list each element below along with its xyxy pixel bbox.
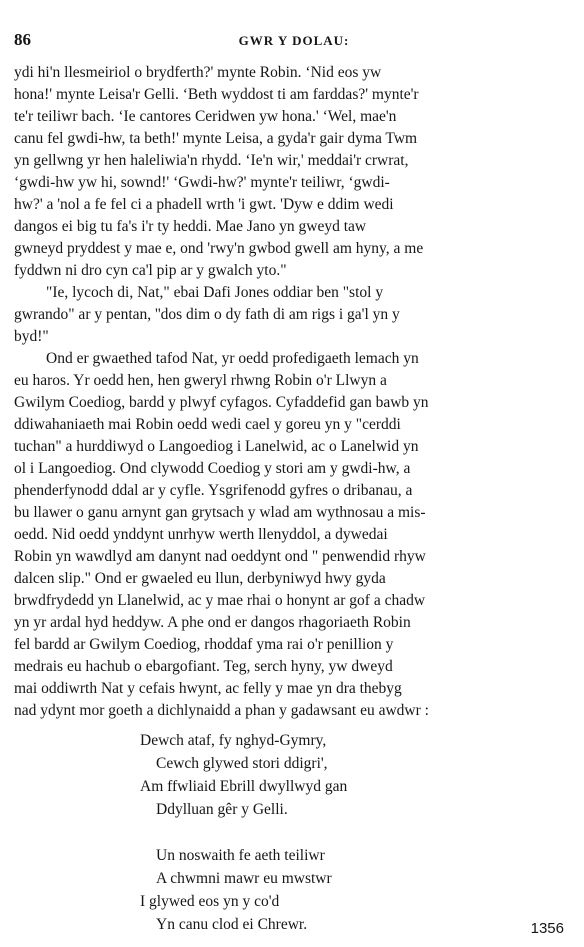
- page-number: 86: [14, 30, 31, 49]
- text-line: medrais eu hachub o ebargofiant. Teg, serch hyny, yw dweyd: [14, 658, 393, 675]
- text-line: ol i Langoediog. Ond clywodd Coediog y stori am y gwdi-hw, a: [14, 460, 411, 477]
- text-line: dangos ei big tu fa's i'r ty heddi. Mae Jano yn gweyd taw: [14, 218, 367, 235]
- text-line: canu fel gwdi-hw, ta beth!' mynte Leisa, a gyda'r gair dyma Twm: [14, 130, 418, 147]
- poem-line: Un noswaith fe aeth teiliwr: [156, 847, 325, 864]
- poem-line: Cewch glywed stori ddigri',: [156, 755, 328, 772]
- text-line: fyddwn ni dro cyn ca'l pip ar y gwalch yto.": [14, 262, 287, 279]
- text-line: nad ydynt mor goeth a dichlynaidd a phan y gadawsant eu awdwr :: [14, 702, 429, 719]
- poem-stanza: [140, 844, 540, 936]
- text-line: te'r teiliwr bach. ‘Ie cantores Ceridwen yw hona.' ‘Wel, mae'n: [14, 108, 397, 125]
- text-line: ddiwahaniaeth mai Robin oedd wedi cael y goreu yn y "cerddi: [14, 416, 401, 433]
- text-line: Robin yn wawdlyd am danynt nad oeddynt ond " penwendid rhyw: [14, 548, 426, 565]
- text-line: dalcen slip." Ond er gwaeled eu llun, derbyniwyd hwy gyda: [14, 570, 386, 587]
- text-line: brwdfrydedd yn Llanelwid, ac y mae rhai o honynt ar gof a chadw: [14, 592, 426, 609]
- text-line: ‘gwdi-hw yw hi, sownd!' ‘Gwdi-hw?' mynte'r teiliwr, ‘gwdi-: [14, 174, 390, 191]
- text-line: byd!": [14, 328, 49, 345]
- poem-line: Dewch ataf, fy nghyd-Gymry,: [140, 732, 327, 749]
- poem-line: Yn canu clod ei Chrewr.: [156, 916, 308, 933]
- poem-stanza: [140, 729, 540, 821]
- poem-line: A chwmni mawr eu mwstwr: [156, 870, 332, 887]
- text-line: oedd. Nid oedd ynddynt unrhyw werth llenyddol, a dywedai: [14, 526, 388, 543]
- scan-number: 1356: [530, 920, 564, 937]
- text-line: gwrando" ar y pentan, ''dos dim o dy fath di am rigs i ga'l yn y: [14, 306, 400, 323]
- text-line: ydi hi'n llesmeiriol o brydferth?' mynte Robin. ‘Nid eos yw: [14, 64, 382, 81]
- text-line: yn yr ardal hyd heddyw. A phe ond er dangos rhagoriaeth Robin: [14, 614, 411, 631]
- text-line: bu llawer o ganu arnynt gan grytsach y wlad am wythnosau a mis-: [14, 504, 426, 521]
- text-line: eu haros. Yr oedd hen, hen gweryl rhwng Robin o'r Llwyn a: [14, 372, 387, 389]
- text-line: gwneyd pryddest y mae e, ond 'rwy'n gwbod gwell am hyny, a me: [14, 240, 424, 257]
- text-line: hona!' mynte Leisa'r Gelli. ‘Beth wyddost ti am farddas?' mynte'r: [14, 86, 419, 103]
- prose-body: [14, 62, 584, 722]
- page-header: [14, 30, 574, 54]
- poem: [140, 729, 540, 936]
- text-line: Ond er gwaethed tafod Nat, yr oedd profedigaeth lemach yn: [46, 350, 419, 367]
- text-line: phenderfynodd ddal ar y cyfle. Ysgrifenodd gyfres o dribanau, a: [14, 482, 413, 499]
- text-line: tuchan" a hurddiwyd o Langoediog i Lanelwid, ac o Lanelwid yn: [14, 438, 419, 455]
- poem-line: I glywed eos yn y co'd: [140, 893, 280, 910]
- text-line: fel bardd ar Gwilym Coediog, rhoddaf yma rai o'r penillion y: [14, 636, 394, 653]
- poem-line: Ddylluan gêr y Gelli.: [156, 801, 288, 818]
- text-line: yn gellwng yr hen haleliwia'n rhydd. ‘Ie'n wir,' meddai'r crwrat,: [14, 152, 409, 169]
- text-line: "Ie, lycoch di, Nat," ebai Dafi Jones oddiar ben "stol y: [46, 284, 384, 301]
- poem-line: Am ffwliaid Ebrill dwyllwyd gan: [140, 778, 348, 795]
- running-title: GWR Y DOLAU:: [238, 33, 350, 48]
- text-line: hw?' a 'nol a fe fel ci a phadell wrth 'i gwt. 'Dyw e ddim wedi: [14, 196, 394, 213]
- text-line: Gwilym Coediog, bardd y plwyf cyfagos. Cyfaddefid gan bawb yn: [14, 394, 429, 411]
- text-line: mai oddiwrth Nat y cefais hwynt, ac felly y mae yn dra thebyg: [14, 680, 402, 697]
